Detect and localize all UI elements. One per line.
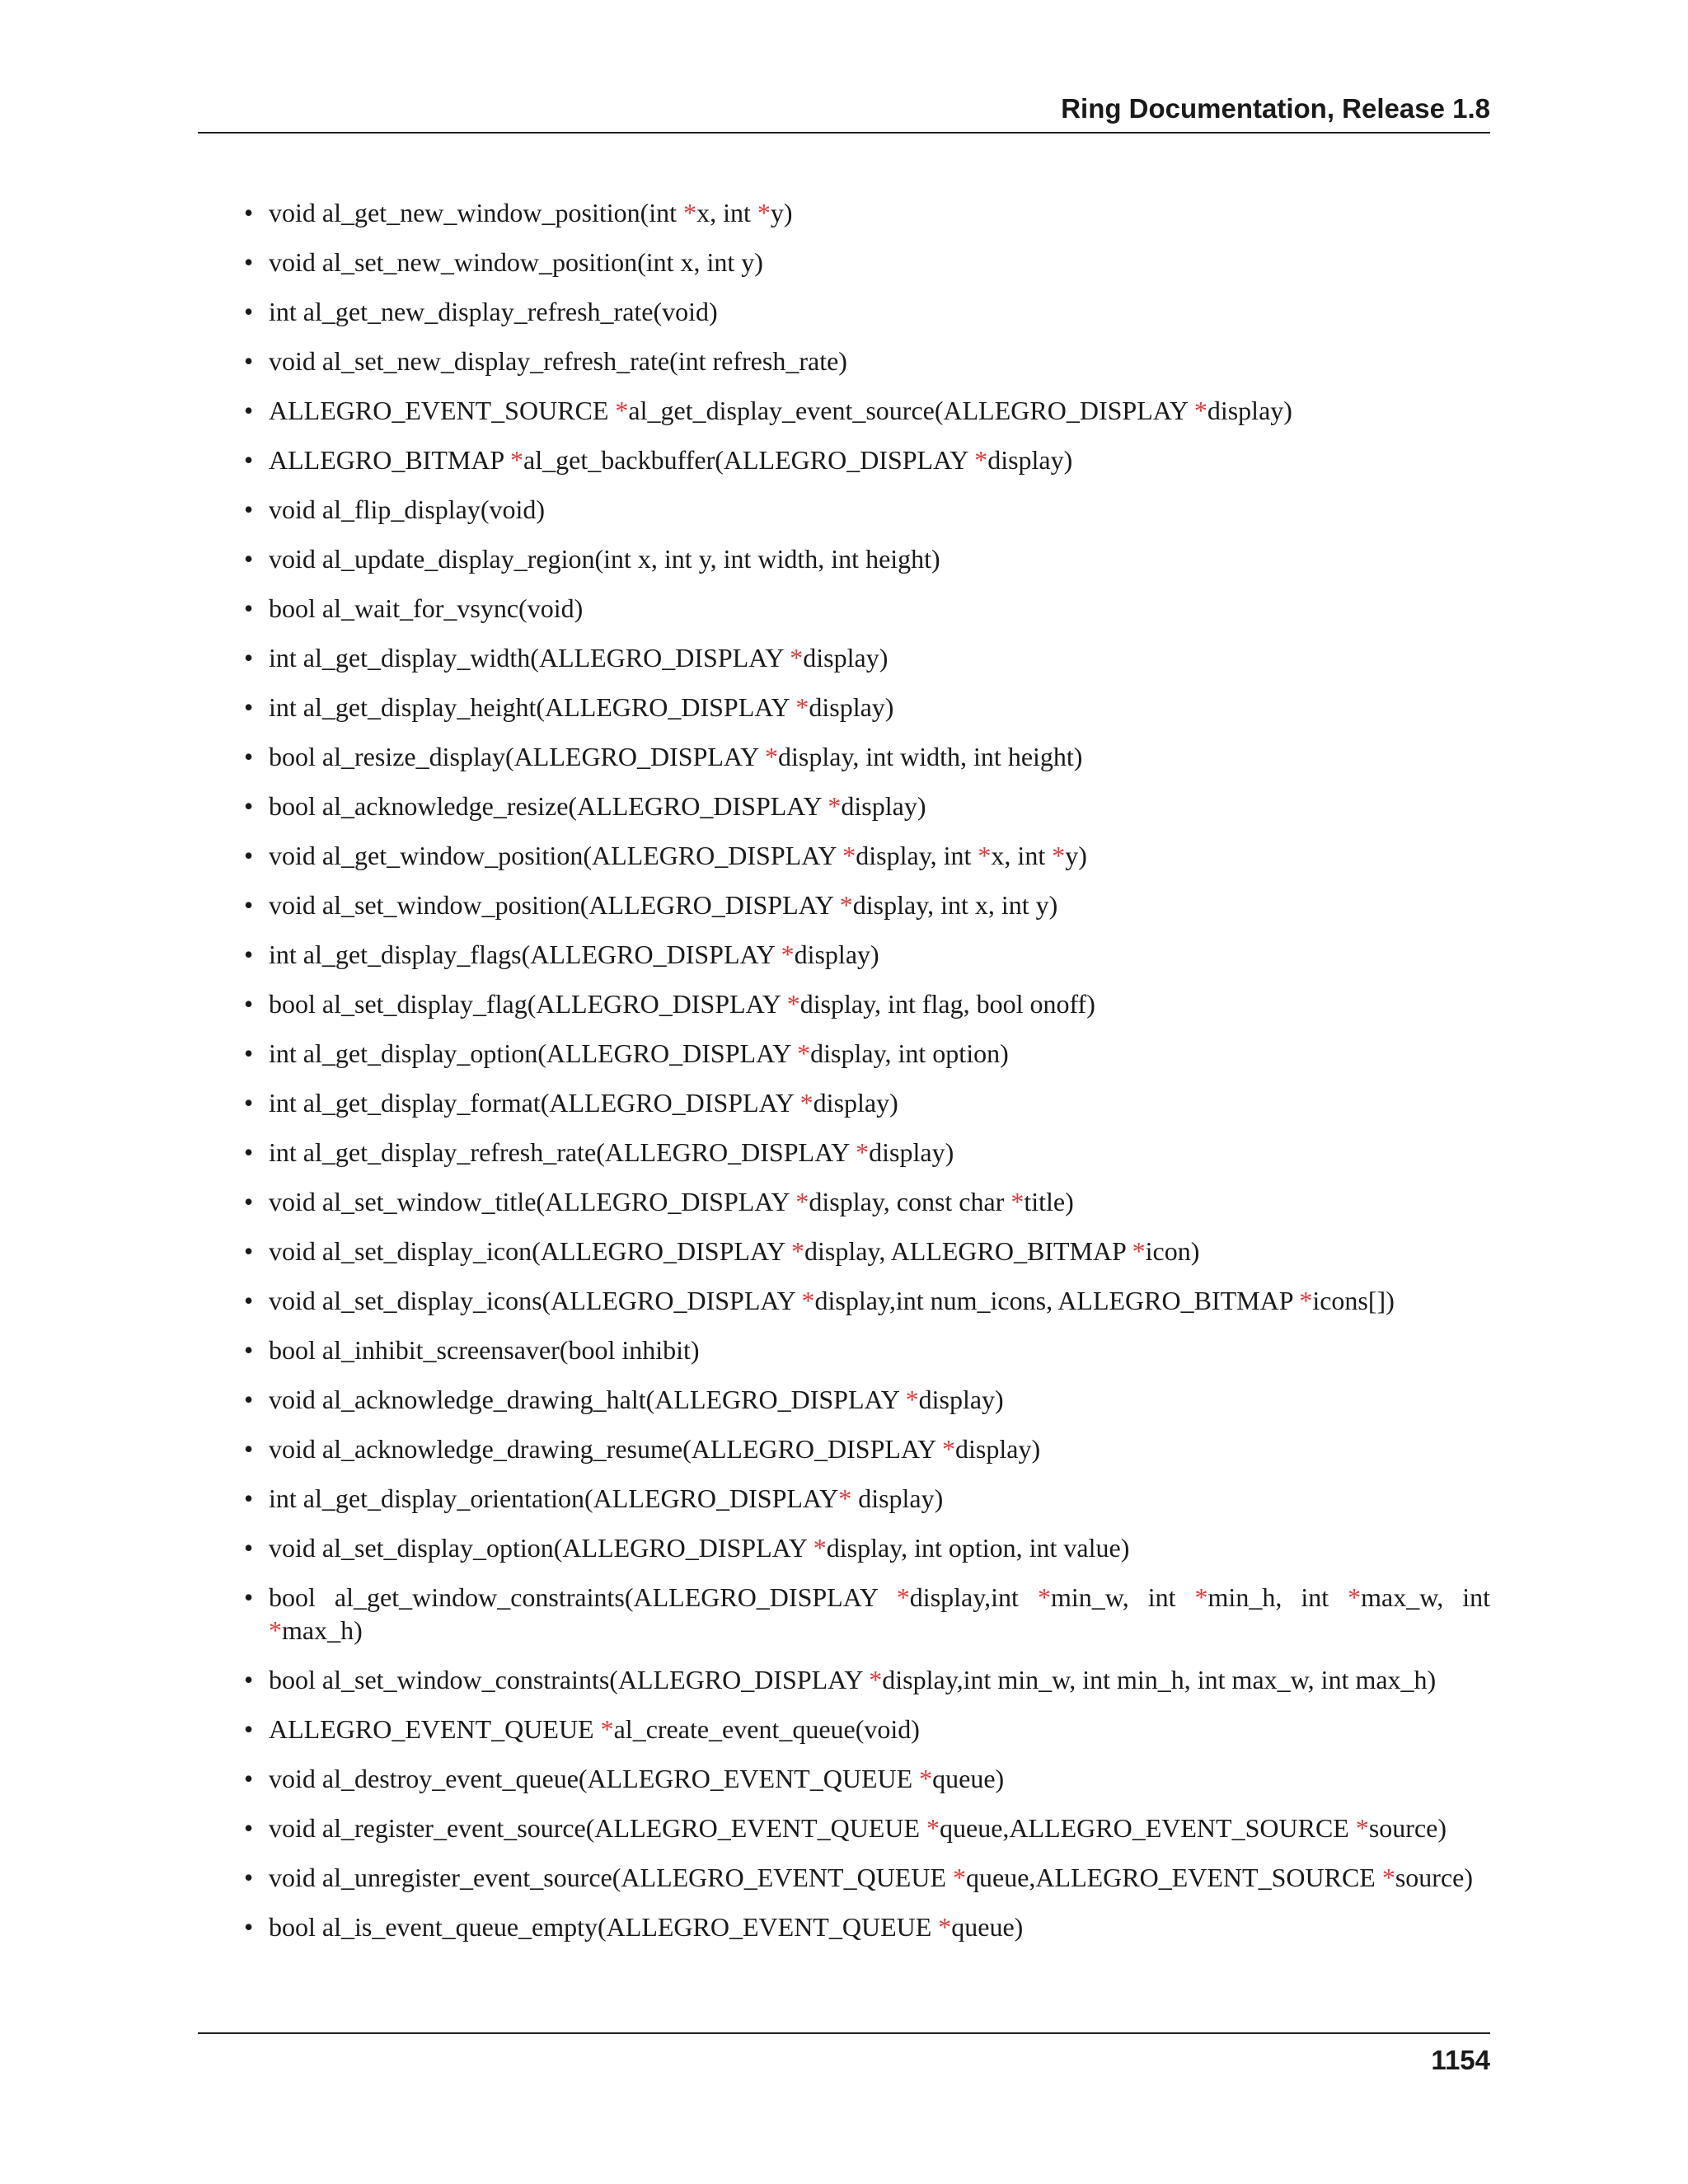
- function-signature: • bool al_inhibit_screensaver(bool inhibit): [244, 1333, 1490, 1366]
- function-signature: • bool al_wait_for_vsync(void): [244, 592, 1490, 625]
- function-signature: • ALLEGRO_BITMAP *al_get_backbuffer(ALLEGRO_DISPLAY *display): [244, 443, 1490, 476]
- pointer-asterisk: *: [896, 1582, 910, 1612]
- function-signature: • void al_acknowledge_drawing_halt(ALLEGRO_DISPLAY *display): [244, 1383, 1490, 1416]
- function-signature: • void al_set_display_icons(ALLEGRO_DISPLAY *display,int num_icons, ALLEGRO_BITMAP *icons[]): [244, 1284, 1490, 1317]
- function-signature: • void al_register_event_source(ALLEGRO_EVENT_QUEUE *queue,ALLEGRO_EVENT_SOURCE *source): [244, 1811, 1490, 1844]
- pointer-asterisk: *: [615, 396, 629, 425]
- pointer-asterisk: *: [510, 445, 524, 475]
- function-signature: • void al_set_new_window_position(int x, int y): [244, 246, 1490, 279]
- pointer-asterisk: *: [1299, 1286, 1313, 1315]
- pointer-asterisk: *: [813, 1533, 827, 1563]
- pointer-asterisk: *: [919, 1764, 933, 1793]
- pointer-asterisk: *: [600, 1714, 614, 1744]
- function-signature: • ALLEGRO_EVENT_QUEUE *al_create_event_queue(void): [244, 1713, 1490, 1746]
- page-header: [198, 92, 1490, 134]
- function-signature: • bool al_set_window_constraints(ALLEGRO_DISPLAY *display,int min_w, int min_h, int max_w, int max_h): [244, 1663, 1490, 1696]
- function-signature: • bool al_acknowledge_resize(ALLEGRO_DISPLAY *display): [244, 790, 1490, 823]
- function-signature: • void al_get_new_window_position(int *x, int *y): [244, 196, 1490, 229]
- function-signature: • bool al_resize_display(ALLEGRO_DISPLAY *display, int width, int height): [244, 740, 1490, 773]
- function-signature: • int al_get_display_width(ALLEGRO_DISPLAY *display): [244, 641, 1490, 674]
- pointer-asterisk: *: [905, 1385, 919, 1414]
- function-signature: • int al_get_display_format(ALLEGRO_DISPLAY *display): [244, 1086, 1490, 1119]
- function-signature: • void al_update_display_region(int x, int y, int width, int height): [244, 542, 1490, 575]
- pointer-asterisk: *: [974, 445, 988, 475]
- function-signature: • void al_set_window_position(ALLEGRO_DISPLAY *display, int x, int y): [244, 888, 1490, 921]
- function-signature: • void al_set_display_icon(ALLEGRO_DISPLAY *display, ALLEGRO_BITMAP *icon): [244, 1235, 1490, 1268]
- pointer-asterisk: *: [938, 1912, 952, 1942]
- pointer-asterisk: *: [786, 989, 800, 1019]
- pointer-asterisk: *: [842, 841, 856, 870]
- pointer-asterisk: *: [781, 940, 795, 969]
- function-signature: • bool al_is_event_queue_empty(ALLEGRO_EVENT_QUEUE *queue): [244, 1910, 1490, 1943]
- document-title: Ring Documentation, Release 1.8: [1061, 93, 1490, 124]
- function-signature: • bool al_set_display_flag(ALLEGRO_DISPLAY *display, int flag, bool onoff): [244, 987, 1490, 1020]
- function-signature-list: [244, 196, 1490, 1960]
- function-signature: • void al_flip_display(void): [244, 493, 1490, 526]
- pointer-asterisk: *: [795, 1187, 809, 1216]
- function-signature: • int al_get_display_height(ALLEGRO_DISPLAY *display): [244, 691, 1490, 724]
- pointer-asterisk: *: [683, 198, 697, 227]
- function-signature: • void al_unregister_event_source(ALLEGRO_EVENT_QUEUE *queue,ALLEGRO_EVENT_SOURCE *source): [244, 1861, 1490, 1894]
- pointer-asterisk: *: [757, 198, 771, 227]
- page-number: 1154: [1431, 2045, 1490, 2075]
- pointer-asterisk: *: [978, 841, 992, 870]
- pointer-asterisk: *: [1037, 1582, 1051, 1612]
- pointer-asterisk: *: [765, 742, 778, 771]
- pointer-asterisk: *: [799, 1088, 814, 1118]
- pointer-asterisk: *: [828, 791, 842, 821]
- pointer-asterisk: *: [1052, 841, 1066, 870]
- pointer-asterisk: *: [269, 1615, 282, 1645]
- pointer-asterisk: *: [1355, 1813, 1369, 1843]
- pointer-asterisk: *: [1194, 1582, 1208, 1612]
- function-signature: • void al_set_new_display_refresh_rate(int refresh_rate): [244, 344, 1490, 377]
- pointer-asterisk: *: [801, 1286, 815, 1315]
- pointer-asterisk: *: [795, 692, 809, 722]
- function-signature: • ALLEGRO_EVENT_SOURCE *al_get_display_event_source(ALLEGRO_DISPLAY *display): [244, 394, 1490, 427]
- function-signature: • int al_get_new_display_refresh_rate(void): [244, 295, 1490, 328]
- function-signature: • int al_get_display_option(ALLEGRO_DISPLAY *display, int option): [244, 1037, 1490, 1070]
- pointer-asterisk: *: [856, 1137, 870, 1167]
- function-signature: • bool al_get_window_constraints(ALLEGRO_DISPLAY *display,int *min_w, int *min_h, int *max_w, int *max_h): [244, 1581, 1490, 1647]
- pointer-asterisk: *: [1381, 1863, 1395, 1892]
- pointer-asterisk: *: [1193, 396, 1207, 425]
- pointer-asterisk: *: [797, 1038, 811, 1068]
- pointer-asterisk: *: [791, 1236, 805, 1266]
- function-signature: • int al_get_display_flags(ALLEGRO_DISPLAY *display): [244, 938, 1490, 971]
- function-signature: • int al_get_display_orientation(ALLEGRO_DISPLAY* display): [244, 1482, 1490, 1515]
- function-signature: • void al_set_window_title(ALLEGRO_DISPLAY *display, const char *title): [244, 1185, 1490, 1218]
- pointer-asterisk: *: [839, 890, 853, 920]
- pointer-asterisk: *: [1132, 1236, 1146, 1266]
- function-signature: • void al_get_window_position(ALLEGRO_DISPLAY *display, int *x, int *y): [244, 839, 1490, 872]
- pointer-asterisk: *: [942, 1434, 956, 1464]
- pointer-asterisk: *: [869, 1665, 883, 1694]
- page-footer: [198, 2032, 1490, 2083]
- function-signature: • int al_get_display_refresh_rate(ALLEGRO_DISPLAY *display): [244, 1136, 1490, 1169]
- function-signature: • void al_set_display_option(ALLEGRO_DISPLAY *display, int option, int value): [244, 1531, 1490, 1564]
- function-signature: • void al_destroy_event_queue(ALLEGRO_EVENT_QUEUE *queue): [244, 1762, 1490, 1795]
- pointer-asterisk: *: [926, 1813, 940, 1843]
- pointer-asterisk: *: [790, 643, 804, 673]
- pointer-asterisk: *: [1010, 1187, 1025, 1216]
- function-signature: • void al_acknowledge_drawing_resume(ALLEGRO_DISPLAY *display): [244, 1432, 1490, 1465]
- pointer-asterisk: *: [953, 1863, 966, 1892]
- pointer-asterisk: *: [838, 1483, 852, 1513]
- pointer-asterisk: *: [1348, 1582, 1362, 1612]
